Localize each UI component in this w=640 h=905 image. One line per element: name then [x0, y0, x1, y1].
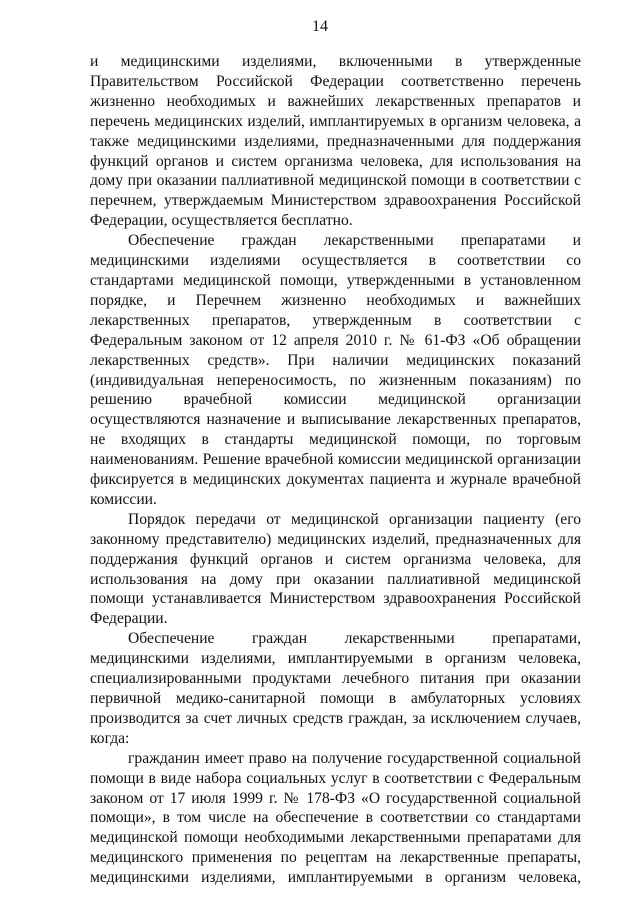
- document-body: [90, 52, 581, 888]
- paragraph-social-assistance: гражданин имеет право на получение государственной социальной помощи в виде набора социальных услуг в соответствии с Федеральным законом от 17 июля 1999 г. № 178-ФЗ «О государственной социальной помощи», в том числе на обеспечение в соответствии со стандартами медицинской помощи необходимыми лекарственными препаратами для медицинского применения по рецептам на лекарственные препараты, медицинскими изделиями, имплантируемыми в организм человека,: [90, 749, 581, 887]
- paragraph-outpatient-provision: Обеспечение граждан лекарственными препаратами, медицинскими изделиями, имплантируемыми в организм человека, специализированными продуктами лечебного питания при оказании первичной медико-санитарной помощи в амбулаторных условиях производится за счет личных средств граждан, за исключением случаев, когда:: [90, 630, 581, 747]
- paragraph-continuation: и медицинскими изделиями, включенными в утвержденные Правительством Российской Федерации соответственно перечень жизненно необходимых и важнейших лекарственных препаратов и перечень медицинских изделий, имплантируемых в организм человека, а также медицинскими изделиями, предназначенными для поддержания функций органов и систем организма человека, для использования на дому при оказании паллиативной медицинской помощи в соответствии с перечнем, утверждаемым Министерством здравоохранения Российской Федерации, осуществляется бесплатно.: [90, 53, 581, 230]
- page-number: 14: [312, 18, 328, 35]
- paragraph-medication-provision: Обеспечение граждан лекарственными препаратами и медицинскими изделиями осуществляется в соответствии со стандартами медицинской помощи, утвержденными в установленном порядке, и Перечнем жизненно необходимых и важнейших лекарственных препаратов, утвержденным в соответствии с Федеральным законом от 12 апреля 2010 г. № 61-ФЗ «Об обращении лекарственных средств». При наличии медицинских показаний (индивидуальная непереносимость, по жизненным показаниям) по решению врачебной комиссии медицинской организации осуществляются назначение и выписывание лекарственных препаратов, не входящих в стандарты медицинской помощи, по торговым наименованиям. Решение врачебной комиссии медицинской организации фиксируется в медицинских документах пациента и журнале врачебной комиссии.: [90, 232, 581, 508]
- paragraph-transfer-procedure: Порядок передачи от медицинской организации пациенту (его законному представителю) медицинских изделий, предназначенных для поддержания функций органов и систем организма человека, для использования на дому при оказании паллиативной медицинской помощи устанавливается Министерством здравоохранения Российской Федерации.: [90, 510, 581, 628]
